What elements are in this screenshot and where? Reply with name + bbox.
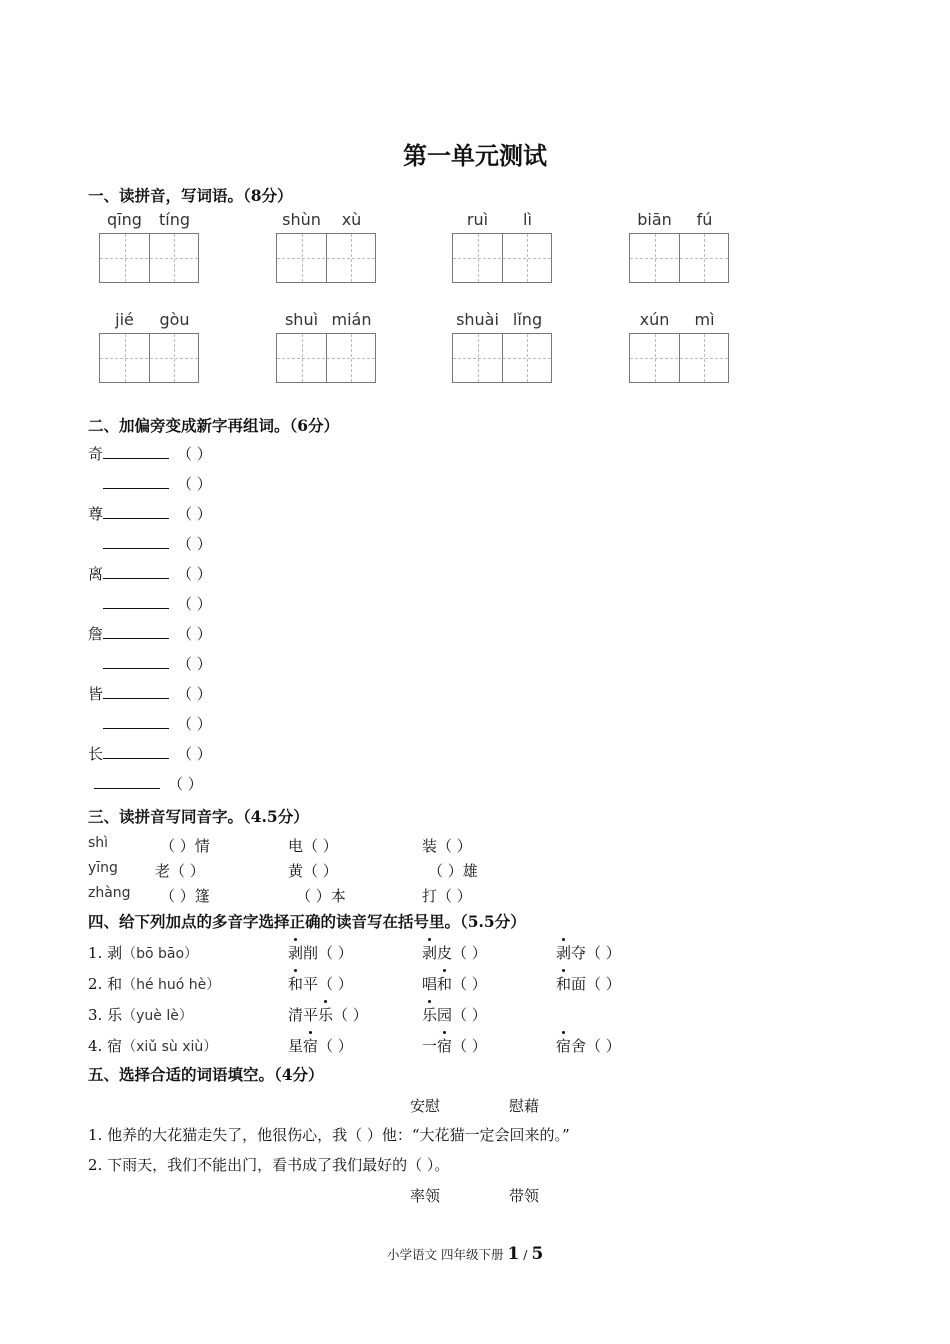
answer-blank[interactable] — [103, 504, 169, 519]
word-paren[interactable]: （ ） — [168, 775, 203, 793]
radical-row — [88, 473, 212, 494]
item-number: 2. — [88, 975, 103, 993]
homophone-item[interactable]: （ ）情 — [160, 837, 210, 855]
homophone-item[interactable]: （ ）雄 — [428, 862, 478, 880]
radical-row — [88, 503, 212, 524]
homophone-item[interactable]: （ ）篷 — [160, 887, 210, 905]
polyphone-pinyin: （yuè lè） — [122, 1008, 193, 1024]
word-paren[interactable]: （ ） — [177, 565, 212, 583]
polyphone-head — [88, 1004, 193, 1025]
footer-page: 1 — [507, 1244, 520, 1264]
word-prefix: 清平 — [288, 1006, 319, 1024]
homophone-pinyin: zhàng — [88, 885, 131, 901]
polyphone-word[interactable] — [288, 973, 353, 994]
footer-sep: / — [519, 1247, 532, 1262]
polyphone-word[interactable] — [556, 1035, 621, 1056]
word-rest: （ ） — [452, 975, 487, 993]
section-2-heading: 二、加偏旁变成新字再组词。（6分） — [88, 416, 340, 435]
polyphone-head — [88, 973, 220, 994]
writing-box[interactable] — [629, 233, 729, 283]
word-rest: 园（ ） — [437, 1006, 487, 1024]
radical-char: 离 — [88, 565, 104, 583]
pinyin-syllable: lǐng — [512, 310, 543, 329]
pinyin-syllable: shùn — [282, 210, 321, 229]
word-option: 慰藉 — [509, 1097, 540, 1115]
radical-row — [88, 773, 203, 794]
writing-box[interactable] — [276, 233, 376, 283]
polyphone-char: 剥 — [107, 944, 123, 962]
dotted-char: 剥 — [422, 944, 438, 962]
word-paren[interactable]: （ ） — [177, 505, 212, 523]
homophone-item[interactable]: （ ）本 — [296, 887, 346, 905]
polyphone-word[interactable] — [422, 942, 487, 963]
section-5-heading: 五、选择合适的词语填空。（4分） — [88, 1065, 324, 1084]
radical-char: 尊 — [88, 505, 104, 523]
word-rest: 皮（ ） — [437, 944, 487, 962]
dotted-char: 宿 — [303, 1037, 319, 1055]
word-rest: 舍（ ） — [571, 1037, 621, 1055]
homophone-item[interactable]: 打（ ） — [422, 887, 472, 905]
homophone-pinyin: yīng — [88, 860, 118, 876]
dotted-char: 乐 — [318, 1006, 334, 1024]
word-paren[interactable]: （ ） — [177, 745, 212, 763]
polyphone-word[interactable] — [556, 942, 621, 963]
footer-subject: 小学语文 四年级下册 — [387, 1247, 504, 1262]
section-1-heading: 一、读拼音，写词语。（8分） — [88, 186, 293, 205]
radical-row — [88, 713, 212, 734]
radical-row — [88, 443, 212, 464]
radical-char: 詹 — [88, 625, 104, 643]
homophone-pinyin: shì — [88, 835, 109, 851]
pinyin-syllable: ruì — [466, 210, 489, 229]
item-number: 1. — [88, 944, 103, 962]
pinyin-syllable: jié — [115, 310, 134, 329]
radical-row — [88, 623, 212, 644]
polyphone-char: 宿 — [107, 1037, 123, 1055]
dotted-char: 和 — [556, 975, 572, 993]
radical-row — [88, 653, 212, 674]
answer-blank[interactable] — [103, 534, 169, 549]
pinyin-syllable: xù — [341, 210, 362, 229]
polyphone-word[interactable] — [422, 1035, 487, 1056]
polyphone-word[interactable] — [288, 1004, 368, 1025]
pinyin-syllable: biān — [637, 210, 672, 229]
answer-blank[interactable] — [94, 774, 160, 789]
polyphone-head — [88, 942, 198, 963]
writing-box[interactable] — [276, 333, 376, 383]
polyphone-char: 乐 — [107, 1006, 123, 1024]
answer-blank[interactable] — [103, 624, 169, 639]
writing-box[interactable] — [99, 333, 199, 383]
word-paren[interactable]: （ ） — [177, 445, 212, 463]
item-number: 4. — [88, 1037, 103, 1055]
pinyin-syllable: mián — [331, 310, 372, 329]
radical-row — [88, 563, 212, 584]
answer-blank[interactable] — [103, 744, 169, 759]
dotted-char: 剥 — [556, 944, 572, 962]
dotted-char: 剥 — [288, 944, 304, 962]
polyphone-char: 和 — [107, 975, 123, 993]
word-option: 率领 — [410, 1187, 441, 1205]
radical-row — [88, 683, 212, 704]
word-rest: 平（ ） — [303, 975, 353, 993]
radical-row — [88, 593, 212, 614]
dotted-char: 和 — [437, 975, 453, 993]
page-title: 第一单元测试 — [403, 141, 547, 170]
word-prefix: 一 — [422, 1037, 438, 1055]
polyphone-word[interactable] — [422, 1004, 487, 1025]
radical-row — [88, 743, 212, 764]
homophone-item[interactable]: 老（ ） — [155, 862, 205, 880]
dotted-char: 宿 — [437, 1037, 453, 1055]
word-paren[interactable]: （ ） — [177, 685, 212, 703]
word-prefix: 唱 — [422, 975, 438, 993]
dotted-char: 乐 — [422, 1006, 438, 1024]
word-option: 带领 — [509, 1187, 540, 1205]
homophone-item[interactable]: 黄（ ） — [288, 862, 338, 880]
answer-blank[interactable] — [103, 564, 169, 579]
pinyin-syllable: shuì — [284, 310, 319, 329]
word-rest: （ ） — [318, 1037, 353, 1055]
pinyin-syllable: shuài — [456, 310, 499, 329]
word-rest: 削（ ） — [303, 944, 353, 962]
pinyin-syllable: mì — [694, 310, 715, 329]
word-paren[interactable]: （ ） — [177, 715, 212, 733]
pinyin-syllable: tíng — [158, 210, 190, 229]
polyphone-pinyin: （xiǔ sù xiù） — [122, 1039, 218, 1055]
section-3-heading: 三、读拼音写同音字。（4.5分） — [88, 807, 309, 826]
answer-blank[interactable] — [103, 474, 169, 489]
writing-box[interactable] — [452, 333, 552, 383]
pinyin-syllable: qīng — [107, 210, 142, 229]
radical-char: 长 — [88, 745, 104, 763]
word-paren[interactable]: （ ） — [177, 655, 212, 673]
fill-question-2: 2. 下雨天，我们不能出门，看书成了我们最好的（ ）。 — [88, 1156, 450, 1174]
answer-blank[interactable] — [103, 684, 169, 699]
item-number: 3. — [88, 1006, 103, 1024]
polyphone-word[interactable] — [422, 973, 487, 994]
word-rest: （ ） — [333, 1006, 368, 1024]
polyphone-word[interactable] — [556, 973, 621, 994]
word-rest: 面（ ） — [571, 975, 621, 993]
polyphone-head — [88, 1035, 217, 1056]
pinyin-syllable: gòu — [159, 310, 190, 329]
answer-blank[interactable] — [103, 714, 169, 729]
homophone-item[interactable]: 装（ ） — [422, 837, 472, 855]
radical-char: 皆 — [88, 685, 104, 703]
pinyin-syllable: lì — [523, 210, 532, 229]
word-paren[interactable]: （ ） — [177, 535, 212, 553]
writing-box[interactable] — [99, 233, 199, 283]
radical-char: 奇 — [88, 445, 104, 463]
section-4-heading: 四、给下列加点的多音字选择正确的读音写在括号里。（5.5分） — [88, 912, 526, 931]
word-paren[interactable]: （ ） — [177, 595, 212, 613]
pinyin-syllable: fú — [696, 210, 713, 229]
writing-box[interactable] — [629, 333, 729, 383]
polyphone-word[interactable] — [288, 1035, 353, 1056]
polyphone-pinyin: （hé huó hè） — [122, 977, 221, 993]
homophone-item[interactable]: 电（ ） — [288, 837, 338, 855]
fill-question-1: 1. 他养的大花猫走失了，他很伤心，我（ ）他：“大花猫一定会回来的。” — [88, 1126, 570, 1144]
pinyin-syllable: xún — [639, 310, 670, 329]
footer-total: 5 — [531, 1244, 544, 1264]
word-rest: （ ） — [452, 1037, 487, 1055]
writing-box[interactable] — [452, 233, 552, 283]
word-paren[interactable]: （ ） — [177, 475, 212, 493]
answer-blank[interactable] — [103, 654, 169, 669]
dotted-char: 宿 — [556, 1037, 572, 1055]
polyphone-word[interactable] — [288, 942, 353, 963]
dotted-char: 和 — [288, 975, 304, 993]
word-rest: 夺（ ） — [571, 944, 621, 962]
answer-blank[interactable] — [103, 444, 169, 459]
answer-blank[interactable] — [103, 594, 169, 609]
word-prefix: 星 — [288, 1037, 304, 1055]
radical-row — [88, 533, 212, 554]
polyphone-pinyin: （bō bāo） — [122, 946, 199, 962]
word-paren[interactable]: （ ） — [177, 625, 212, 643]
word-option: 安慰 — [410, 1097, 441, 1115]
page-footer — [387, 1244, 543, 1264]
